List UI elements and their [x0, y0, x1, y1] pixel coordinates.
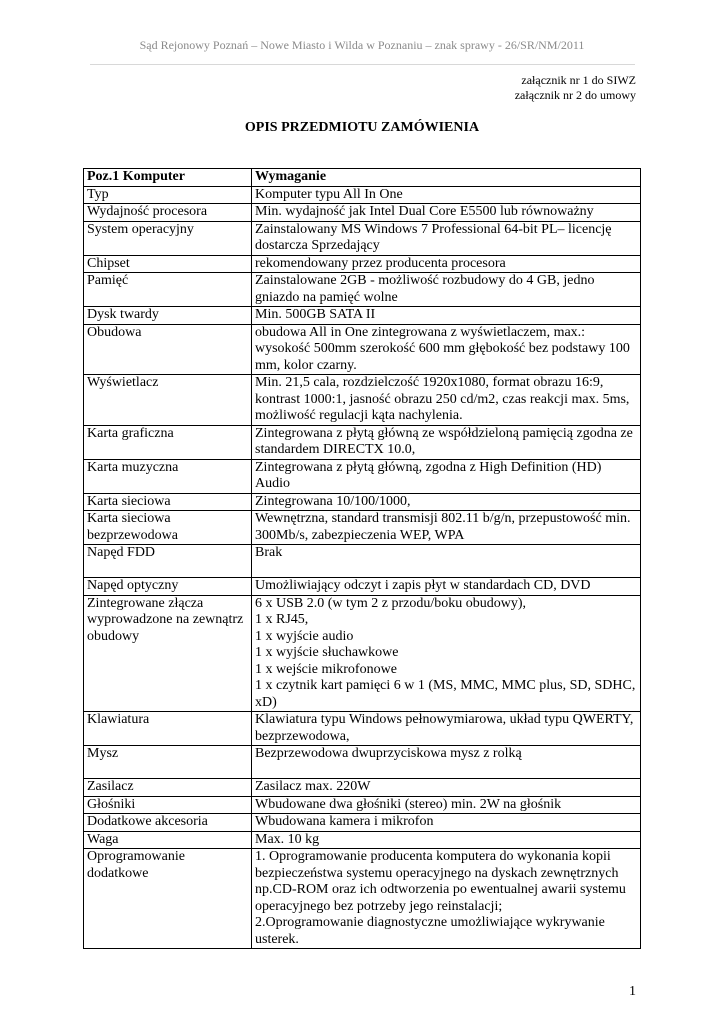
attachment-umowa: załącznik nr 2 do umowy [514, 88, 636, 102]
spec-requirement: Zintegrowana 10/100/1000, [252, 493, 641, 511]
table-row [84, 375, 641, 426]
spec-name: Chipset [84, 255, 252, 273]
spec-requirement: Min. 500GB SATA II [252, 307, 641, 325]
spec-table [83, 168, 641, 949]
court-header: Sąd Rejonowy Poznań – Nowe Miasto i Wilda w Poznaniu – znak sprawy - 26/SR/NM/2011 [139, 38, 585, 52]
page-number: 1 [629, 984, 636, 999]
spec-requirement: rekomendowany przez producenta procesora [252, 255, 641, 273]
spec-requirement: Zintegrowana z płytą główną, zgodna z High Definition (HD) Audio [252, 459, 641, 493]
table-row [84, 545, 641, 578]
table-row [84, 578, 641, 596]
spec-name: Karta graficzna [84, 425, 252, 459]
spec-requirement: 1. Oprogramowanie producenta komputera do wykonania kopii bezpieczeństwa systemu operacyjnego na dyskach zewnętrznych np.CD-ROM oraz ich odtworzenia po ewentualnej awarii systemu operacyjnego bez potrzeby jego reinstalacji; 2.Oprogramowanie diagnostyczne umożliwiające wykrywanie usterek. [252, 849, 641, 949]
spec-name: Mysz [84, 746, 252, 779]
spec-requirement: Brak [252, 545, 641, 578]
spec-requirement: Zasilacz max. 220W [252, 779, 641, 797]
spec-name: Zintegrowane złącza wyprowadzone na zewnątrz obudowy [84, 595, 252, 712]
table-row [84, 425, 641, 459]
spec-requirement: Min. wydajność jak Intel Dual Core E5500 lub równoważny [252, 204, 641, 222]
table-row [84, 493, 641, 511]
spec-requirement: Zainstalowany MS Windows 7 Professional 64-bit PL– licencję dostarcza Sprzedający [252, 221, 641, 255]
page-title: OPIS PRZEDMIOTU ZAMÓWIENIA [244, 120, 480, 135]
spec-requirement: Min. 21,5 cala, rozdzielczość 1920x1080, format obrazu 16:9, kontrast 1000:1, jasność obrazu 250 cd/m2, czas reakcji max. 5ms, możliwość regulacji kąta nachylenia. [252, 375, 641, 426]
spec-requirement: Wbudowane dwa głośniki (stereo) min. 2W na głośnik [252, 796, 641, 814]
spec-name: Waga [84, 831, 252, 849]
table-row [84, 511, 641, 545]
spec-name: Klawiatura [84, 712, 252, 746]
spec-requirement: Wewnętrzna, standard transmisji 802.11 b/g/n, przepustowość min. 300Mb/s, zabezpieczenia WEP, WPA [252, 511, 641, 545]
spec-name: Karta muzyczna [84, 459, 252, 493]
spec-requirement: Umożliwiający odczyt i zapis płyt w standardach CD, DVD [252, 578, 641, 596]
spec-name: Wydajność procesora [84, 204, 252, 222]
header-divider [90, 64, 635, 65]
table-row [84, 273, 641, 307]
table-row [84, 779, 641, 797]
spec-requirement: Max. 10 kg [252, 831, 641, 849]
table-header-row [84, 169, 641, 187]
spec-name: Napęd optyczny [84, 578, 252, 596]
spec-requirement: Zainstalowane 2GB - możliwość rozbudowy do 4 GB, jedno gniazdo na pamięć wolne [252, 273, 641, 307]
spec-requirement: Bezprzewodowa dwuprzyciskowa mysz z rolką [252, 746, 641, 779]
spec-name: Głośniki [84, 796, 252, 814]
table-row [84, 831, 641, 849]
spec-requirement: obudowa All in One zintegrowana z wyświetlaczem, max.: wysokość 500mm szerokość 600 mm głębokość bez podstawy 100 mm, kolor czarny. [252, 324, 641, 375]
spec-requirement: Wbudowana kamera i mikrofon [252, 814, 641, 832]
spec-name: Zasilacz [84, 779, 252, 797]
spec-requirement: Klawiatura typu Windows pełnowymiarowa, układ typu QWERTY, bezprzewodowa, [252, 712, 641, 746]
spec-name: Wyświetlacz [84, 375, 252, 426]
spec-requirement: Komputer typu All In One [252, 186, 641, 204]
spec-name: System operacyjny [84, 221, 252, 255]
header-requirement: Wymaganie [252, 169, 641, 187]
table-row [84, 459, 641, 493]
table-row [84, 746, 641, 779]
table-row [84, 204, 641, 222]
spec-requirement: Zintegrowana z płytą główną ze współdzieloną pamięcią zgodna ze standardem DIRECTX 10.0, [252, 425, 641, 459]
spec-name: Obudowa [84, 324, 252, 375]
table-row [84, 324, 641, 375]
table-row [84, 221, 641, 255]
table-row [84, 814, 641, 832]
table-row [84, 307, 641, 325]
table-row [84, 849, 641, 949]
table-row [84, 796, 641, 814]
spec-name: Dysk twardy [84, 307, 252, 325]
table-row [84, 186, 641, 204]
table-row [84, 595, 641, 712]
header-position: Poz.1 Komputer [84, 169, 252, 187]
attachment-note [515, 73, 636, 103]
spec-name: Dodatkowe akcesoria [84, 814, 252, 832]
spec-name: Oprogramowanie dodatkowe [84, 849, 252, 949]
spec-name: Typ [84, 186, 252, 204]
spec-name: Karta sieciowa bezprzewodowa [84, 511, 252, 545]
spec-name: Napęd FDD [84, 545, 252, 578]
spec-name: Karta sieciowa [84, 493, 252, 511]
table-row [84, 255, 641, 273]
spec-requirement: 6 x USB 2.0 (w tym 2 z przodu/boku obudowy), 1 x RJ45, 1 x wyjście audio 1 x wyjście słuchawkowe 1 x wejście mikrofonowe 1 x czytnik kart pamięci 6 w 1 (MS, MMC, MMC plus, SD, SDHC, xD) [252, 595, 641, 712]
table-row [84, 712, 641, 746]
attachment-siwz: załącznik nr 1 do SIWZ [521, 73, 636, 87]
spec-name: Pamięć [84, 273, 252, 307]
